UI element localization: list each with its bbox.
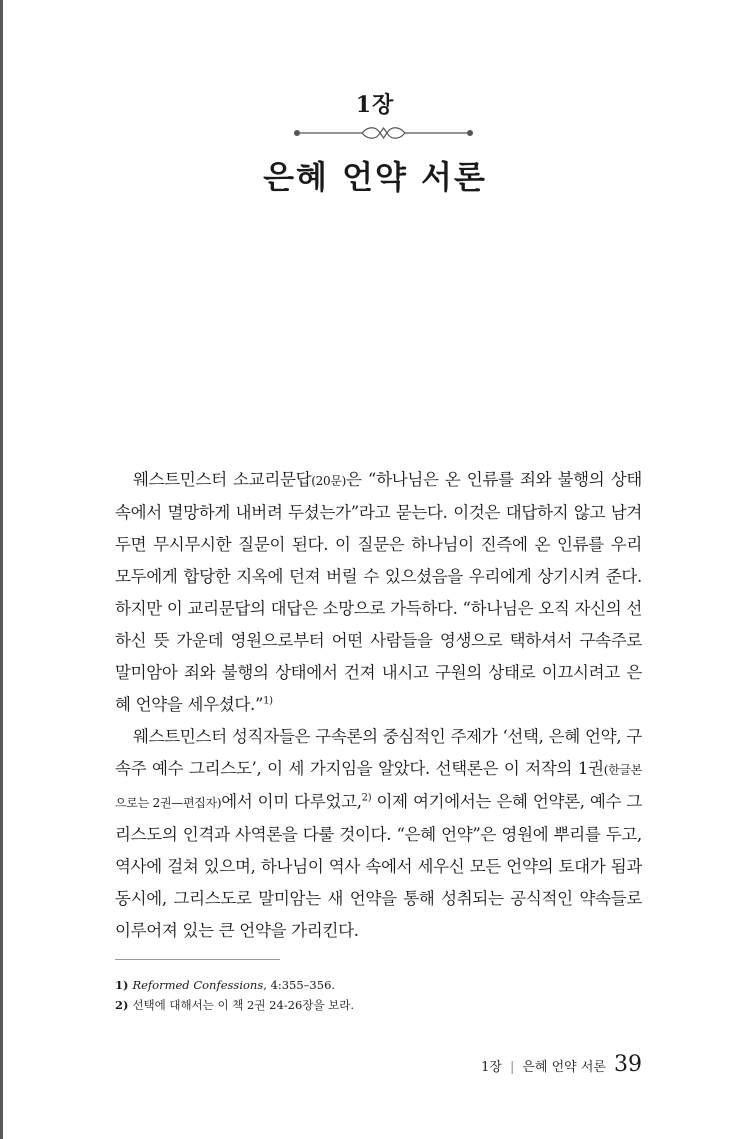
p2-editor-note: (한글본으로는 2권—편집자) bbox=[115, 763, 642, 810]
footnote-ref-2[interactable]: 2) bbox=[361, 792, 372, 804]
body-text bbox=[115, 464, 642, 947]
p1-text-b: 은 “하나님은 온 인류를 죄와 불행의 상태 속에서 멸망하게 내버려 두셨는가”라고 묻는다. 이것은 대답하지 않고 남겨 두면 무시무시한 질문이 된다. 이 질문은 하나님이 진즉에 온 인류를 우리 모두에게 합당한 지옥에 던져 버릴 수 있으셨음을 우리에게 상기시켜 준다. 하지만 이 교리문답의 대답은 소망으로 가득하다. “하나님은 오직 자신의 선하신 뜻 가운데 영원으로부터 어떤 사람들을 영생으로 택하셔서 구속주로 말미암아 죄와 불행의 상태에서 건져 내시고 구원의 상태로 이끄시려고 은혜 언약을 세우셨다.” bbox=[115, 470, 642, 714]
footnote-ref-1[interactable]: 1) bbox=[263, 695, 273, 707]
paragraph-1 bbox=[115, 464, 642, 721]
running-footer bbox=[481, 1052, 642, 1077]
footnote-number: 1) bbox=[115, 978, 129, 992]
page-number: 39 bbox=[614, 1052, 642, 1077]
p2-text-c: 이제 여기에서는 은혜 언약론, 예수 그리스도의 인격과 사역론을 다룰 것이다. “은혜 언약”은 영원에 뿌리를 두고, 역사에 걸쳐 있으며, 하나님이 역사 속에서 세우신 모든 언약의 토대가 됨과 동시에, 그리스도로 말미암는 새 언약을 통해 성취되는 공식적인 약속들로 이루어져 있는 큰 언약을 가리킨다. bbox=[115, 792, 642, 940]
p1-text-a: 웨스트민스터 소교리문답 bbox=[133, 470, 312, 489]
footnote-divider bbox=[115, 959, 280, 960]
paragraph-2 bbox=[115, 721, 642, 947]
footnote-number: 2) bbox=[115, 998, 129, 1012]
p1-question-ref: (20문) bbox=[311, 474, 347, 488]
p2-text-a: 웨스트민스터 성직자들은 구속론의 중심적인 주제가 ‘선택, 은혜 언약, 구속주 예수 그리스도’, 이 세 가지임을 알았다. 선택론은 이 저작의 1권 bbox=[115, 727, 642, 778]
p2-text-b: 에서 이미 다루었고, bbox=[221, 792, 362, 811]
footnote-1 bbox=[115, 975, 642, 995]
chapter-title: 은혜 언약 서론 bbox=[263, 158, 487, 196]
footer-chapter-title: 은혜 언약 서론 bbox=[522, 1060, 606, 1075]
footnote-source-title: Reformed Confessions bbox=[132, 978, 264, 992]
footnotes bbox=[115, 975, 642, 1015]
footnote-text: , 4:355–356. bbox=[263, 978, 336, 992]
chapter-number: 1장 bbox=[355, 92, 395, 118]
footnote-text: 선택에 대해서는 이 책 2권 24-26장을 보라. bbox=[132, 998, 355, 1012]
title-ornament-icon bbox=[292, 124, 475, 142]
footer-chapter-label: 1장 bbox=[481, 1060, 502, 1075]
footnote-2 bbox=[115, 995, 642, 1015]
footer-separator: | bbox=[509, 1060, 515, 1075]
